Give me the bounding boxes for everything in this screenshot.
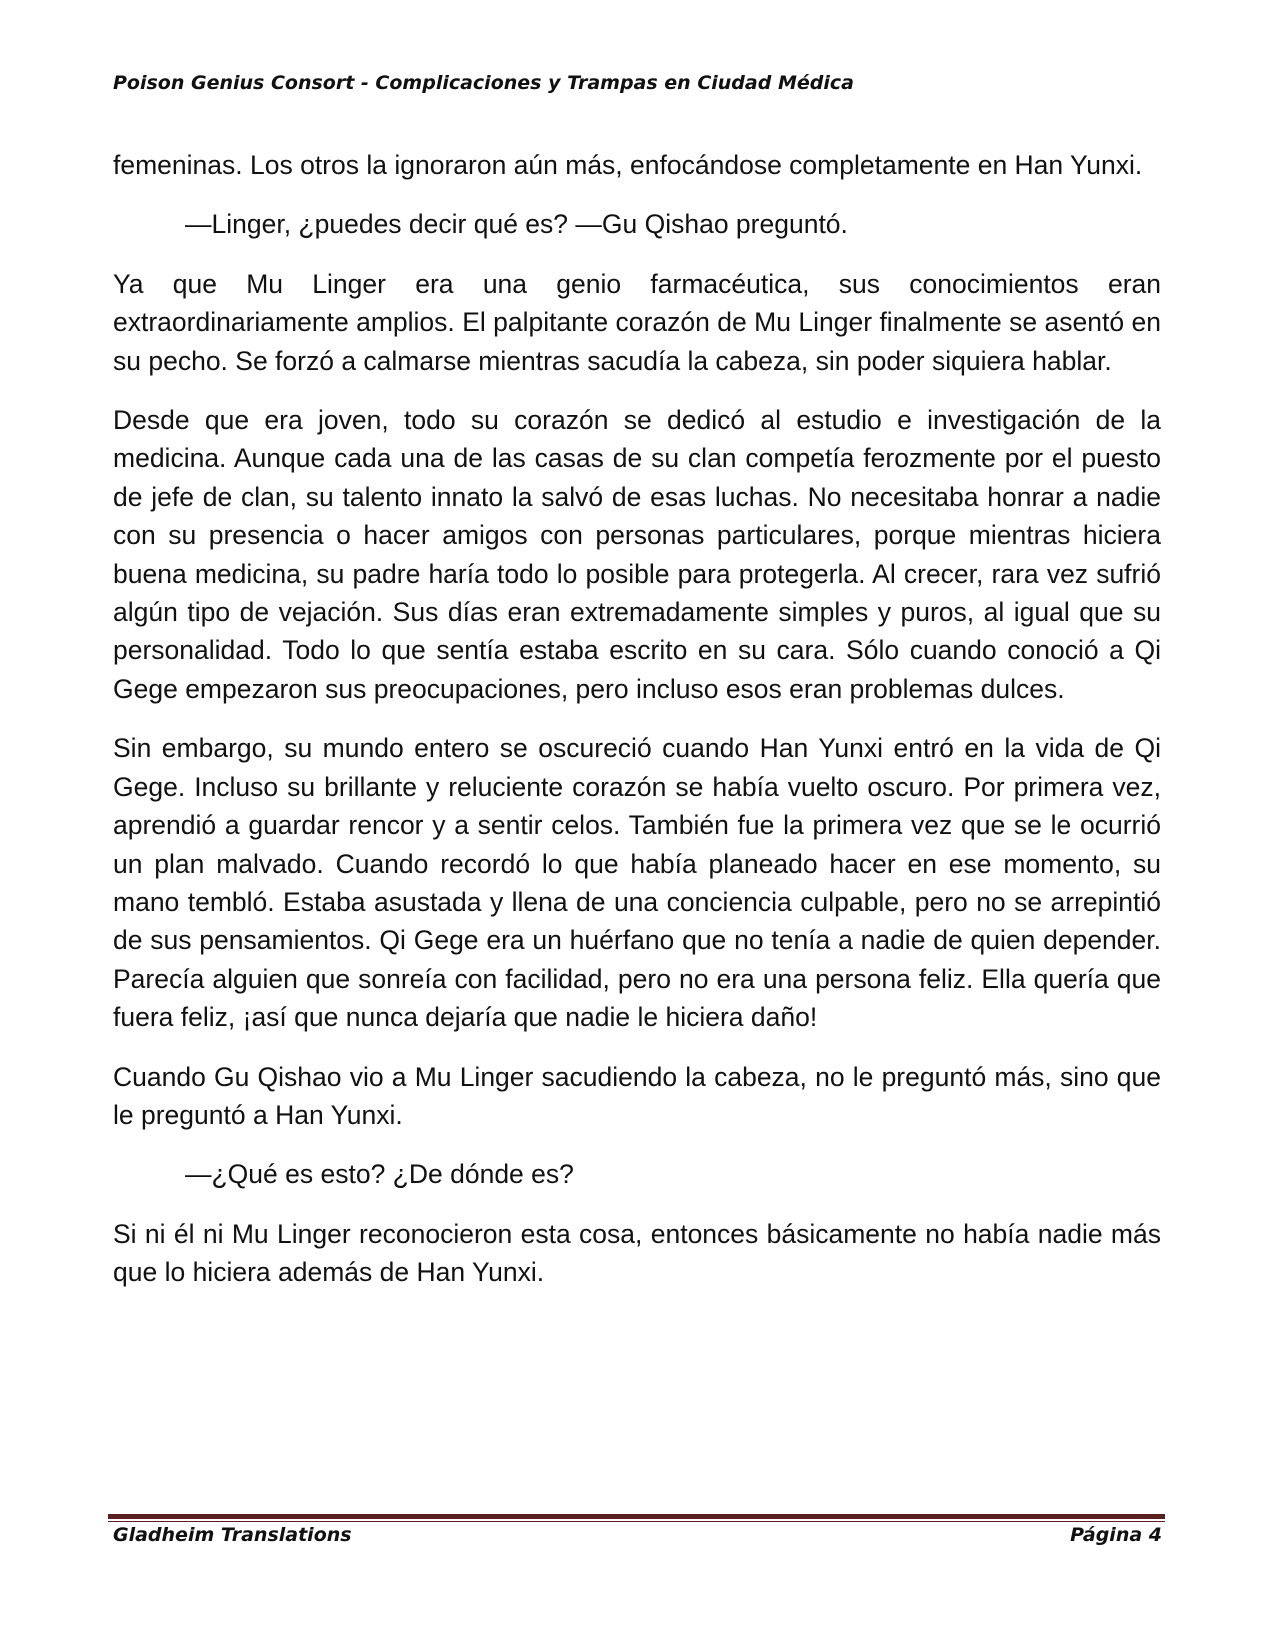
footer-divider [108,1514,1165,1522]
footer-publisher: Gladheim Translations [113,1524,352,1546]
dialog-paragraph: —Linger, ¿puedes decir qué es? —Gu Qishao preguntó. [185,209,848,240]
paragraph: femeninas. Los otros la ignoraron aún más, enfocándose completamente en Han Yunxi. [113,150,1143,180]
paragraph: Desde que era joven, todo su corazón se dedicó al estudio e investigación de la medicina. Aunque cada una de las casas de su clan competía ferozmente por el puesto de jefe de clan, su talento innato la salvó de esas luchas. No necesitaba honrar a nadie con su presencia o hacer amigos con personas particulares, porque mientras hiciera buena medicina, su padre haría todo lo posible para protegerla. Al crecer, rara vez sufrió algún tipo de vejación. Sus días eran extremadamente simples y puros, al igual que su personalidad. Todo lo que sentía estaba escrito en su cara. Sólo cuando conoció a Qi Gege empezaron sus preocupaciones, pero incluso esos eran problemas dulces. [113,405,1161,704]
page-header-title: Poison Genius Consort - Complicaciones y Trampas en Ciudad Médica [113,72,854,94]
paragraph: Ya que Mu Linger era una genio farmacéutica, sus conocimientos eran extraordinariamente amplios. El palpitante corazón de Mu Linger finalmente se asentó en su pecho. Se forzó a calmarse mientras sacudía la cabeza, sin poder siquiera hablar. [113,268,1161,376]
document-body [113,146,1161,1313]
footer-divider-thin [108,1521,1165,1522]
paragraph: Sin embargo, su mundo entero se oscureció cuando Han Yunxi entró en la vida de Qi Gege. Incluso su brillante y reluciente corazón se había vuelto oscuro. Por primera vez, aprendió a guardar rencor y a sentir celos. También fue la primera vez que se le ocurrió un plan malvado. Cuando recordó lo que había planeado hacer en ese momento, su mano tembló. Estaba asustada y llena de una conciencia culpable, pero no se arrepintió de sus pensamientos. Qi Gege era un huérfano que no tenía a nadie de quien depender. Parecía alguien que sonreía con facilidad, pero no era una persona feliz. Ella quería que fuera feliz, ¡así que nunca dejaría que nadie le hiciera daño! [113,733,1161,1033]
footer-page-number: Página 4 [1070,1524,1162,1546]
paragraph: Cuando Gu Qishao vio a Mu Linger sacudiendo la cabeza, no le preguntó más, sino que le preguntó a Han Yunxi. [113,1061,1161,1130]
paragraph: Si ni él ni Mu Linger reconocieron esta cosa, entonces básicamente no había nadie más que lo hiciera además de Han Yunxi. [113,1218,1161,1288]
dialog-paragraph: —¿Qué es esto? ¿De dónde es? [185,1159,574,1190]
